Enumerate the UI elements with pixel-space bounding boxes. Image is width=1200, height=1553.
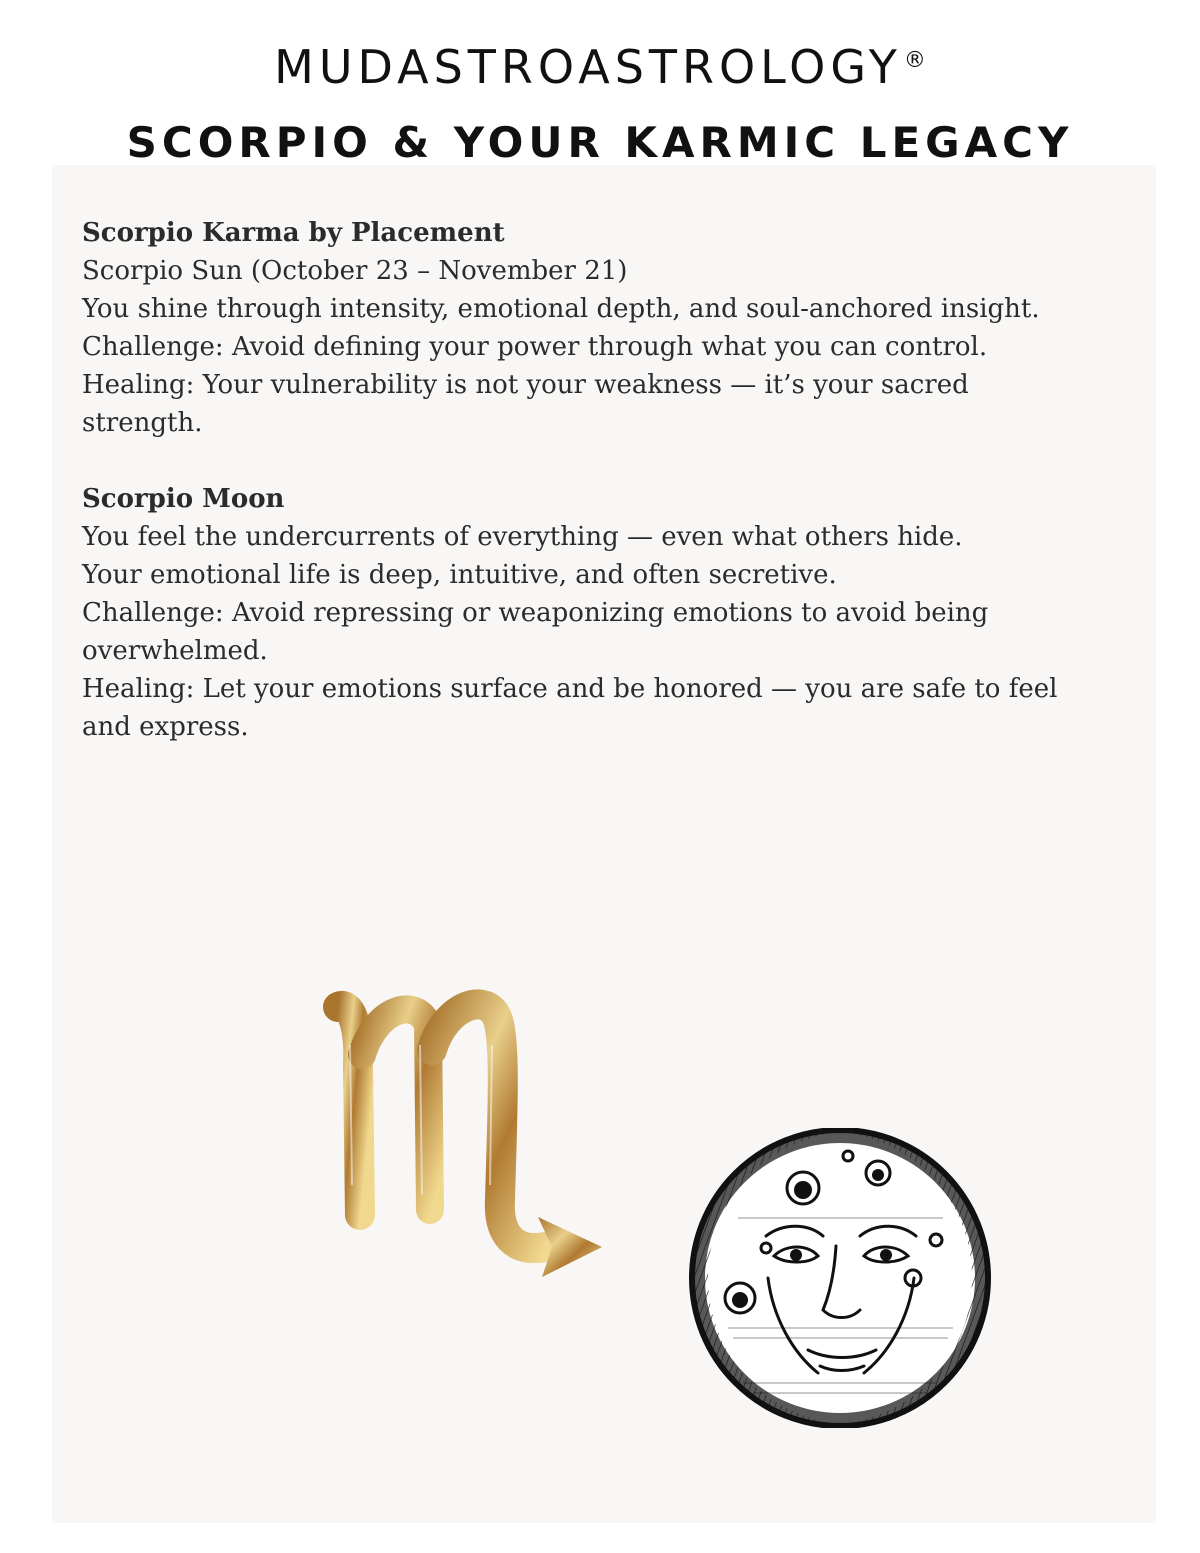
- sun-description: You shine through intensity, emotional depth, and soul-anchored insight.: [82, 294, 1040, 324]
- moon-description-1: You feel the undercurrents of everything — even what others hide.: [82, 522, 963, 552]
- moon-description-2: Your emotional life is deep, intuitive, and often secretive.: [82, 560, 837, 590]
- section-heading-moon: Scorpio Moon: [82, 484, 285, 514]
- brand-name: [0, 40, 1200, 94]
- section-heading-placement: Scorpio Karma by Placement: [82, 218, 505, 248]
- moon-healing: Healing: Let your emotions surface and be honored — you are safe to feel and express.: [82, 674, 1058, 742]
- content-body: [82, 214, 1092, 746]
- registered-mark: ®: [903, 48, 926, 73]
- sun-dates-line: Scorpio Sun (October 23 – November 21): [82, 256, 628, 286]
- section-spacer: [82, 442, 1092, 480]
- moon-face-icon: [678, 1128, 1003, 1428]
- brand-text: MUDASTROASTROLOGY: [274, 40, 902, 94]
- sun-challenge: Challenge: Avoid defining your power through what you can control.: [82, 332, 988, 362]
- sun-healing: Healing: Your vulnerability is not your weakness — it’s your sacred strength.: [82, 370, 969, 438]
- scorpio-glyph-icon: [320, 985, 610, 1285]
- moon-challenge: Challenge: Avoid repressing or weaponizing emotions to avoid being overwhelmed.: [82, 598, 989, 666]
- page-title: SCORPIO & YOUR KARMIC LEGACY: [126, 118, 1074, 167]
